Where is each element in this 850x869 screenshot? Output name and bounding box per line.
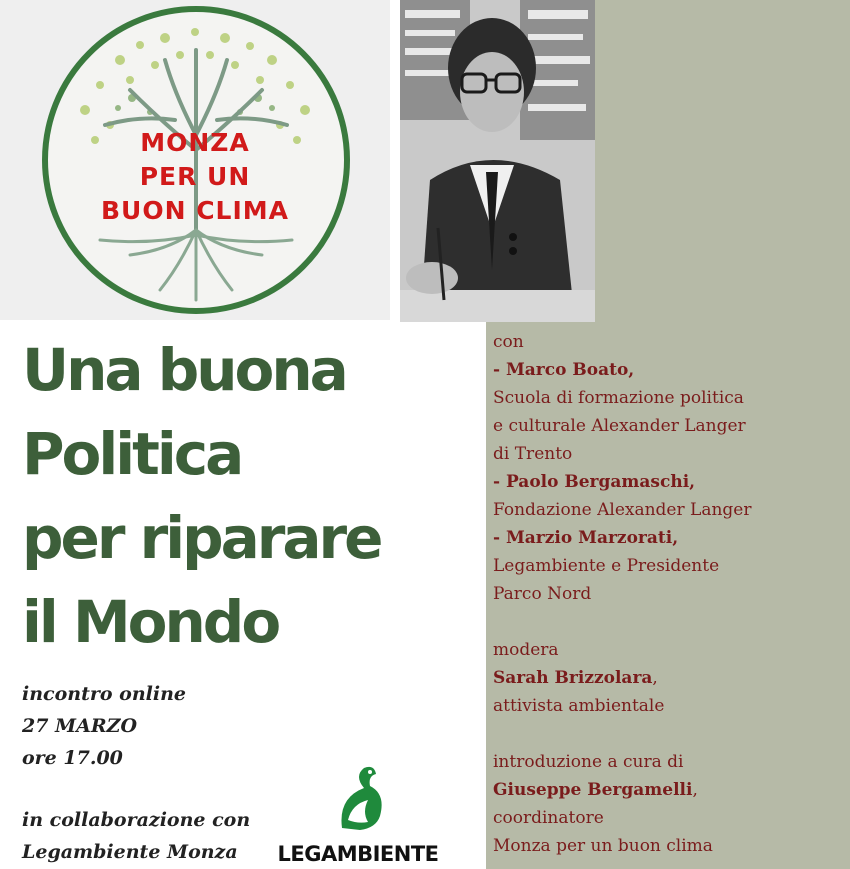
- title-line-2: Politica: [22, 420, 242, 488]
- monza-clima-logo: [0, 0, 390, 320]
- introduction-label: introduzione a cura di: [493, 752, 684, 772]
- legambiente-wordmark: LEGAMBIENTE: [277, 842, 439, 866]
- introduction-name: Giuseppe Bergamelli: [493, 780, 693, 800]
- moderator-name: Sarah Brizzolara: [493, 668, 653, 688]
- introduction-role-2: Monza per un buon clima: [493, 836, 713, 856]
- speakers-intro: con: [493, 332, 524, 352]
- title-line-3: per riparare: [22, 504, 381, 572]
- speaker-1-role-3: di Trento: [493, 444, 573, 464]
- legambiente-logo: [272, 758, 444, 868]
- title-line-4: il Mondo: [22, 588, 279, 656]
- speaker-3-role-1: Legambiente e Presidente: [493, 556, 720, 576]
- speaker-1-role-2: e culturale Alexander Langer: [493, 416, 746, 436]
- portrait-illustration: [400, 0, 595, 322]
- event-title: [22, 328, 380, 664]
- tree-logo-graphic: [0, 0, 390, 320]
- collaboration-line-1: in collaborazione con: [22, 809, 251, 831]
- portrait-photo: [400, 0, 595, 322]
- moderator-label: modera: [493, 640, 559, 660]
- collaboration-note: [22, 804, 250, 868]
- moderator-role: attivista ambientale: [493, 696, 665, 716]
- speaker-3-name: - Marzio Marzorati,: [493, 528, 679, 548]
- title-line-1: Una buona: [22, 336, 346, 404]
- speaker-2-role-1: Fondazione Alexander Langer: [493, 500, 752, 520]
- introduction-role-1: coordinatore: [493, 808, 604, 828]
- speakers-list: [493, 328, 843, 860]
- logo-text-line2: PER UN: [139, 162, 251, 191]
- speaker-2-name: - Paolo Bergamaschi,: [493, 472, 696, 492]
- speaker-1-name: - Marco Boato,: [493, 360, 635, 380]
- moderator-line: Sarah Brizzolara,: [493, 668, 658, 688]
- swan-icon: [272, 758, 444, 842]
- event-type: incontro online: [22, 683, 186, 705]
- introduction-line: Giuseppe Bergamelli,: [493, 780, 698, 800]
- collaboration-line-2: Legambiente Monza: [22, 841, 238, 863]
- event-time: ore 17.00: [22, 747, 123, 769]
- logo-text-line1: MONZA: [140, 128, 250, 157]
- speaker-1-role-1: Scuola di formazione politica: [493, 388, 744, 408]
- event-date: 27 MARZO: [22, 715, 138, 737]
- event-info: [22, 678, 186, 774]
- speaker-3-role-2: Parco Nord: [493, 584, 592, 604]
- logo-text-line3: BUON CLIMA: [100, 196, 290, 225]
